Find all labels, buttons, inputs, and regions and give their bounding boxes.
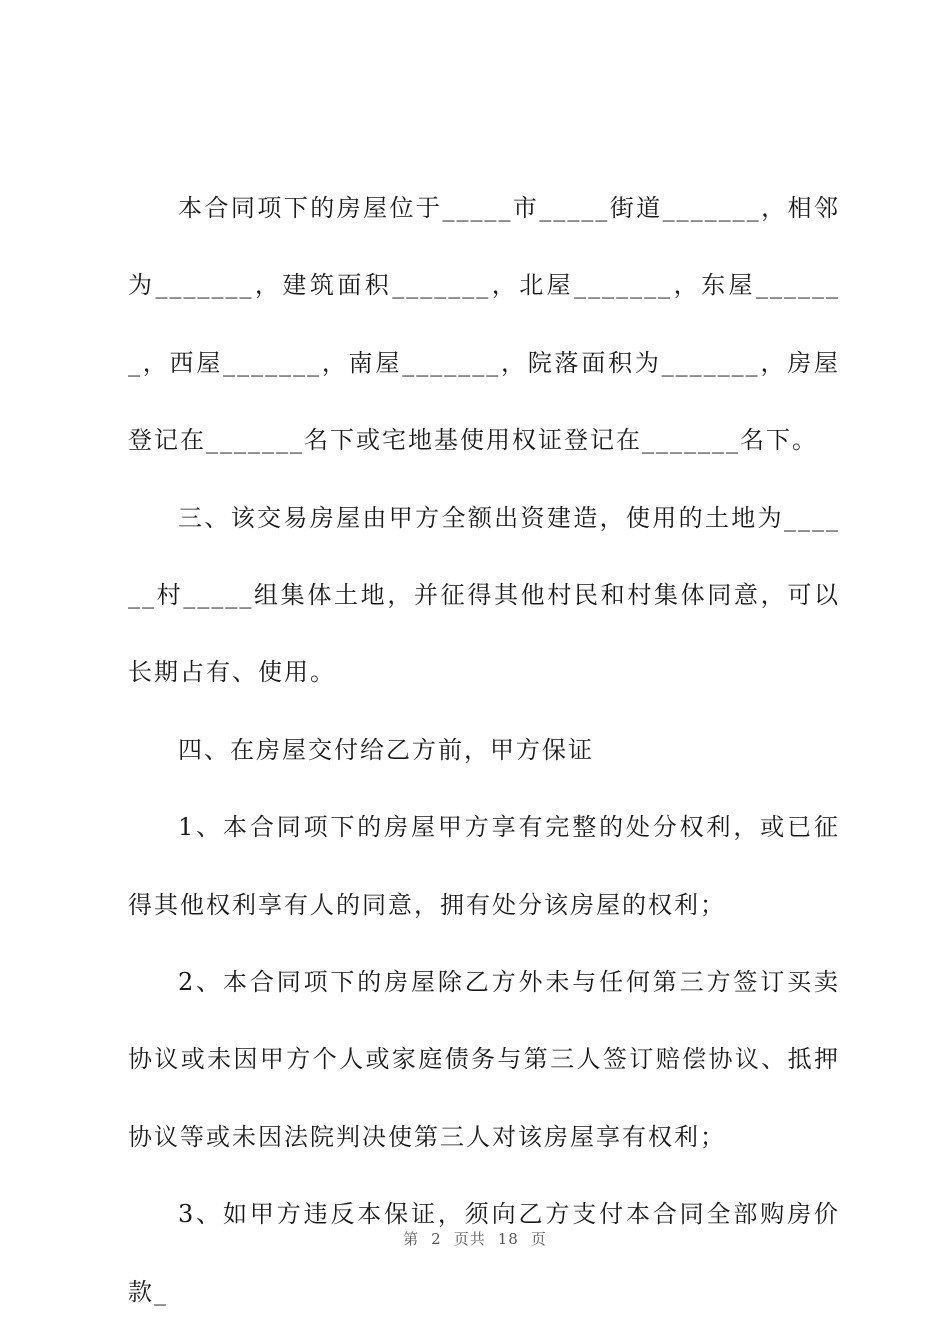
paragraph-guarantee-2: 2、本合同项下的房屋除乙方外未与任何第三方签订买卖协议或未因甲方个人或家庭债务与第三人签订赔偿协议、抵押协议等或未因法院判决使第三人对该房屋享有权利； <box>128 968 840 1151</box>
paragraph-guarantee-1: 1、本合同项下的房屋甲方享有完整的处分权利，或已征得其他权利享有人的同意，拥有处分该房屋的权利； <box>128 813 840 919</box>
paragraph-clause-4: 四、在房屋交付给乙方前，甲方保证 <box>178 735 594 764</box>
page-footer <box>0 1228 950 1249</box>
footer-suffix: 页 <box>530 1230 547 1248</box>
footer-prefix: 第 <box>403 1230 420 1248</box>
footer-mid: 页共 <box>453 1230 486 1248</box>
paragraph-house-location: 本合同项下的房屋位于_____市_____街道_______，相邻为_______，建筑面积_______，北屋_______，东屋_______，西屋_______，南屋_______，院落面积为_______，房屋登记在_______名下或宅地基使用权证登记在_______名下。 <box>128 194 840 455</box>
paragraph-clause-3: 三、该交易房屋由甲方全额出资建造，使用的土地为______村_____组集体土地，并征得其他村民和村集体同意，可以长期占有、使用。 <box>128 503 840 687</box>
footer-current-page: 2 <box>431 1230 442 1248</box>
footer-total-pages: 18 <box>497 1230 519 1248</box>
document-body <box>128 170 840 1331</box>
paragraph-guarantee-3: 3、如甲方违反本保证，须向乙方支付本合同全部购房价款_ <box>128 1200 840 1306</box>
